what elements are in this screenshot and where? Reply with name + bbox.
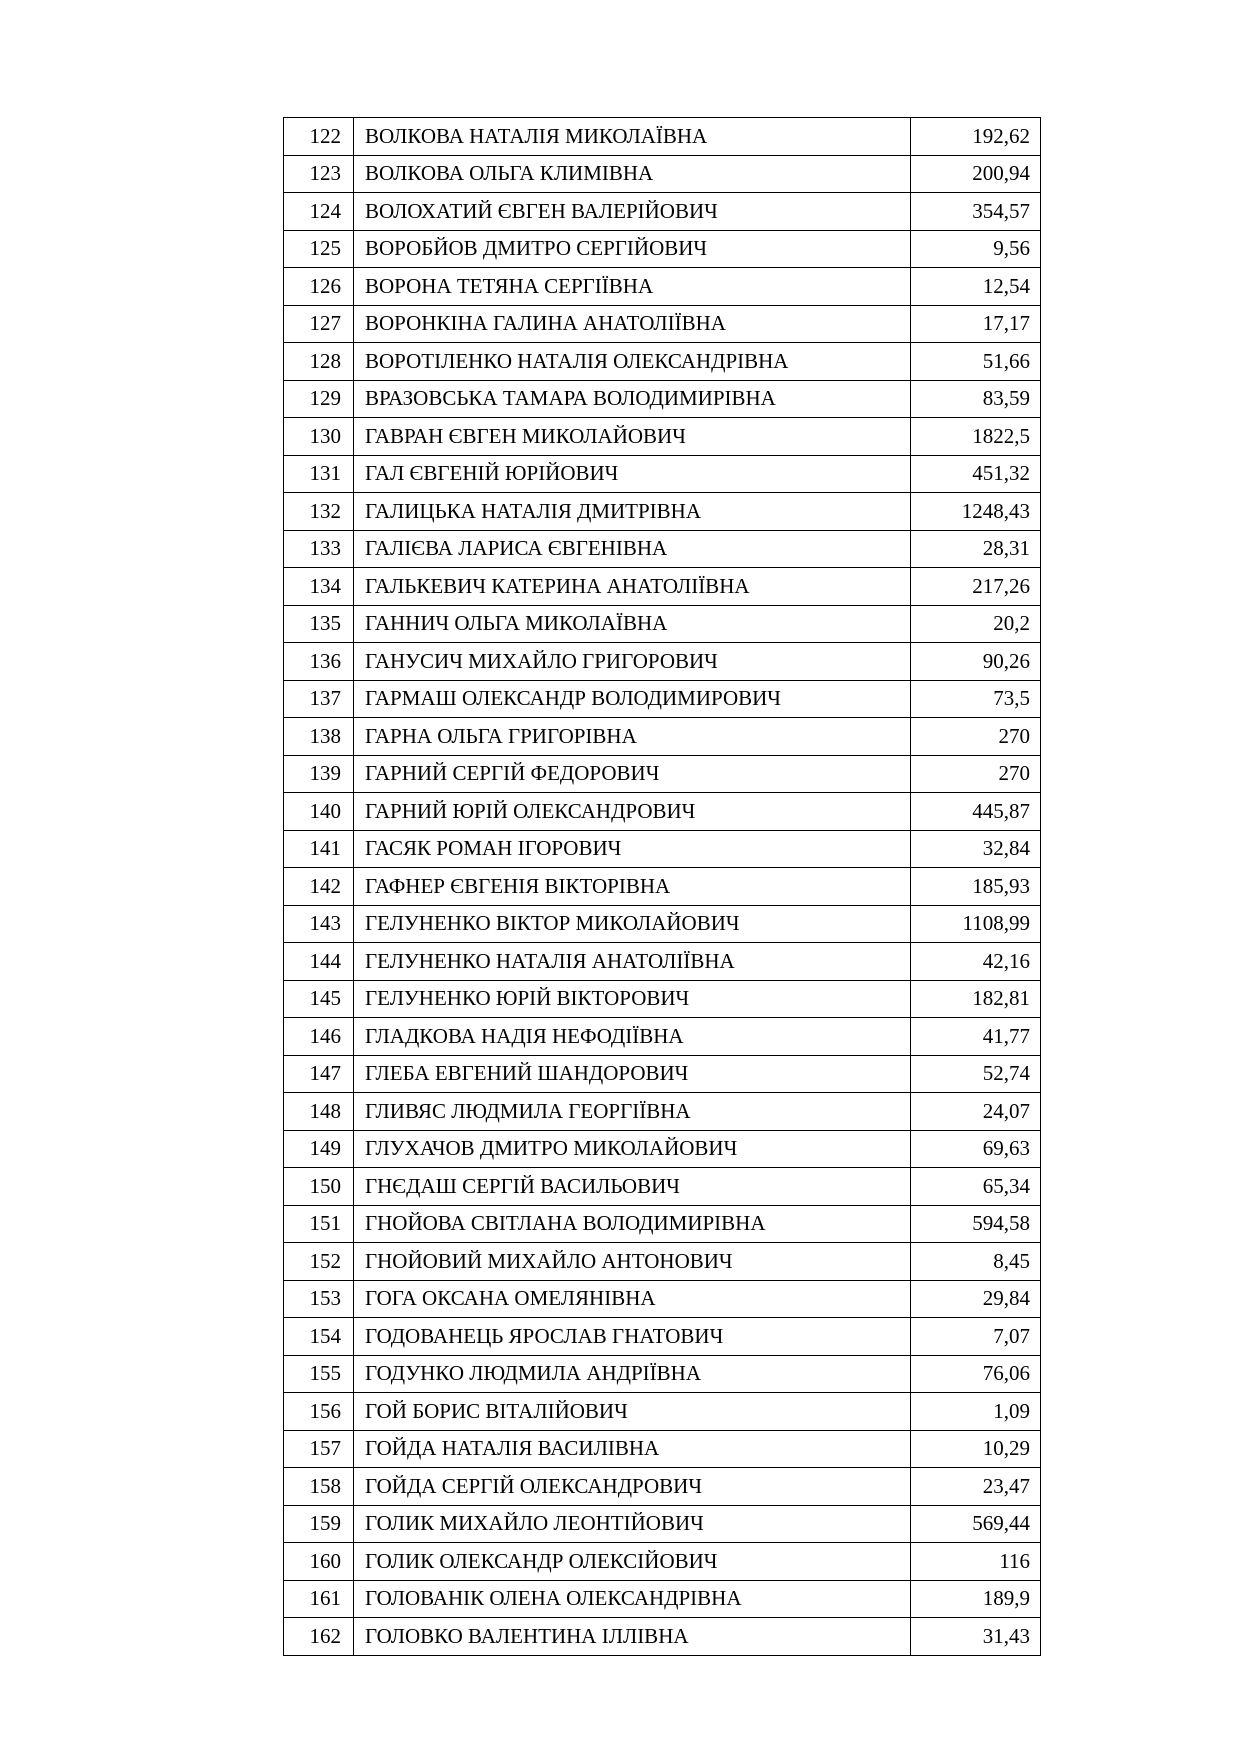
person-name-cell: ВОРОНКІНА ГАЛИНА АНАТОЛІЇВНА [354,305,911,343]
table-row [284,1543,1041,1581]
person-name-cell: ГОЛИК МИХАЙЛО ЛЕОНТІЙОВИЧ [354,1505,911,1543]
table-row [284,455,1041,493]
table-row [284,1168,1041,1206]
person-name-cell: ВОЛКОВА НАТАЛІЯ МИКОЛАЇВНА [354,118,911,156]
person-name-cell: ГОЙДА НАТАЛІЯ ВАСИЛІВНА [354,1430,911,1468]
table-row [284,380,1041,418]
amount-cell: 29,84 [911,1280,1041,1318]
row-number-cell: 158 [284,1468,354,1506]
row-number-cell: 161 [284,1580,354,1618]
person-name-cell: ГАРНИЙ ЮРІЙ ОЛЕКСАНДРОВИЧ [354,793,911,831]
person-name-cell: ВОРОТІЛЕНКО НАТАЛІЯ ОЛЕКСАНДРІВНА [354,343,911,381]
amount-cell: 569,44 [911,1505,1041,1543]
table-row [284,1280,1041,1318]
person-name-cell: ГАННИЧ ОЛЬГА МИКОЛАЇВНА [354,605,911,643]
person-name-cell: ГАЛЬКЕВИЧ КАТЕРИНА АНАТОЛІЇВНА [354,568,911,606]
table-row [284,530,1041,568]
amount-cell: 594,58 [911,1205,1041,1243]
row-number-cell: 153 [284,1280,354,1318]
amount-cell: 270 [911,718,1041,756]
person-name-cell: ГНОЙОВИЙ МИХАЙЛО АНТОНОВИЧ [354,1243,911,1281]
row-number-cell: 146 [284,1018,354,1056]
table-row [284,1130,1041,1168]
row-number-cell: 123 [284,155,354,193]
table-row [284,1355,1041,1393]
table-row [284,1618,1041,1656]
amount-cell: 42,16 [911,943,1041,981]
amount-cell: 9,56 [911,230,1041,268]
person-name-cell: ГОЛИК ОЛЕКСАНДР ОЛЕКСІЙОВИЧ [354,1543,911,1581]
person-name-cell: ГАНУСИЧ МИХАЙЛО ГРИГОРОВИЧ [354,643,911,681]
amount-cell: 73,5 [911,680,1041,718]
row-number-cell: 149 [284,1130,354,1168]
person-name-cell: ГОДОВАНЕЦЬ ЯРОСЛАВ ГНАТОВИЧ [354,1318,911,1356]
amount-cell: 1108,99 [911,905,1041,943]
amount-cell: 185,93 [911,868,1041,906]
person-name-cell: ВОРОНА ТЕТЯНА СЕРГІЇВНА [354,268,911,306]
table-row [284,1318,1041,1356]
amount-cell: 52,74 [911,1055,1041,1093]
table-row [284,230,1041,268]
table-row [284,755,1041,793]
row-number-cell: 162 [284,1618,354,1656]
row-number-cell: 142 [284,868,354,906]
row-number-cell: 131 [284,455,354,493]
person-name-cell: ГЛИВЯС ЛЮДМИЛА ГЕОРГІЇВНА [354,1093,911,1131]
person-name-cell: ГАСЯК РОМАН ІГОРОВИЧ [354,830,911,868]
table-row [284,1580,1041,1618]
row-number-cell: 135 [284,605,354,643]
table-row [284,118,1041,156]
person-name-cell: ВРАЗОВСЬКА ТАМАРА ВОЛОДИМИРІВНА [354,380,911,418]
data-table [283,117,1041,1656]
person-name-cell: ГЛУХАЧОВ ДМИТРО МИКОЛАЙОВИЧ [354,1130,911,1168]
table-row [284,1205,1041,1243]
table-row [284,343,1041,381]
table-row [284,605,1041,643]
row-number-cell: 143 [284,905,354,943]
row-number-cell: 157 [284,1430,354,1468]
table-row [284,1055,1041,1093]
person-name-cell: ГАЛИЦЬКА НАТАЛІЯ ДМИТРІВНА [354,493,911,531]
amount-cell: 20,2 [911,605,1041,643]
table-row [284,643,1041,681]
amount-cell: 116 [911,1543,1041,1581]
row-number-cell: 156 [284,1393,354,1431]
row-number-cell: 127 [284,305,354,343]
amount-cell: 10,29 [911,1430,1041,1468]
row-number-cell: 150 [284,1168,354,1206]
amount-cell: 451,32 [911,455,1041,493]
person-name-cell: ГАРМАШ ОЛЕКСАНДР ВОЛОДИМИРОВИЧ [354,680,911,718]
amount-cell: 24,07 [911,1093,1041,1131]
row-number-cell: 159 [284,1505,354,1543]
row-number-cell: 140 [284,793,354,831]
row-number-cell: 154 [284,1318,354,1356]
person-name-cell: ГАРНИЙ СЕРГІЙ ФЕДОРОВИЧ [354,755,911,793]
amount-cell: 7,07 [911,1318,1041,1356]
table-row [284,268,1041,306]
person-name-cell: ГОГА ОКСАНА ОМЕЛЯНІВНА [354,1280,911,1318]
amount-cell: 200,94 [911,155,1041,193]
table-row [284,830,1041,868]
amount-cell: 354,57 [911,193,1041,231]
amount-cell: 69,63 [911,1130,1041,1168]
person-name-cell: ВОРОБЙОВ ДМИТРО СЕРГІЙОВИЧ [354,230,911,268]
row-number-cell: 129 [284,380,354,418]
amount-cell: 23,47 [911,1468,1041,1506]
person-name-cell: ГАВРАН ЄВГЕН МИКОЛАЙОВИЧ [354,418,911,456]
person-name-cell: ВОЛОХАТИЙ ЄВГЕН ВАЛЕРІЙОВИЧ [354,193,911,231]
table-row [284,718,1041,756]
person-name-cell: ГАЛ ЄВГЕНІЙ ЮРІЙОВИЧ [354,455,911,493]
table-row [284,155,1041,193]
amount-cell: 51,66 [911,343,1041,381]
table-row [284,305,1041,343]
row-number-cell: 132 [284,493,354,531]
row-number-cell: 130 [284,418,354,456]
table-row [284,1468,1041,1506]
person-name-cell: ГОЛОВКО ВАЛЕНТИНА ІЛЛІВНА [354,1618,911,1656]
row-number-cell: 147 [284,1055,354,1093]
row-number-cell: 134 [284,568,354,606]
person-name-cell: ГАРНА ОЛЬГА ГРИГОРІВНА [354,718,911,756]
person-name-cell: ГОЛОВАНІК ОЛЕНА ОЛЕКСАНДРІВНА [354,1580,911,1618]
amount-cell: 32,84 [911,830,1041,868]
table-row [284,493,1041,531]
amount-cell: 189,9 [911,1580,1041,1618]
person-name-cell: ГЕЛУНЕНКО ВІКТОР МИКОЛАЙОВИЧ [354,905,911,943]
row-number-cell: 144 [284,943,354,981]
amount-cell: 41,77 [911,1018,1041,1056]
row-number-cell: 125 [284,230,354,268]
person-name-cell: ГНОЙОВА СВІТЛАНА ВОЛОДИМИРІВНА [354,1205,911,1243]
amount-cell: 17,17 [911,305,1041,343]
row-number-cell: 124 [284,193,354,231]
person-name-cell: ГНЄДАШ СЕРГІЙ ВАСИЛЬОВИЧ [354,1168,911,1206]
row-number-cell: 137 [284,680,354,718]
person-name-cell: ГЕЛУНЕНКО НАТАЛІЯ АНАТОЛІЇВНА [354,943,911,981]
row-number-cell: 148 [284,1093,354,1131]
table-row [284,680,1041,718]
table-row [284,905,1041,943]
row-number-cell: 160 [284,1543,354,1581]
amount-cell: 65,34 [911,1168,1041,1206]
table-row [284,568,1041,606]
table-row [284,1505,1041,1543]
table-row [284,980,1041,1018]
person-name-cell: ГЛЕБА ЕВГЕНИЙ ШАНДОРОВИЧ [354,1055,911,1093]
table-row [284,943,1041,981]
amount-cell: 12,54 [911,268,1041,306]
table-row [284,868,1041,906]
person-name-cell: ГОЙ БОРИС ВІТАЛІЙОВИЧ [354,1393,911,1431]
table-row [284,193,1041,231]
amount-cell: 90,26 [911,643,1041,681]
person-name-cell: ГАФНЕР ЄВГЕНІЯ ВІКТОРІВНА [354,868,911,906]
amount-cell: 182,81 [911,980,1041,1018]
person-name-cell: ГЕЛУНЕНКО ЮРІЙ ВІКТОРОВИЧ [354,980,911,1018]
row-number-cell: 136 [284,643,354,681]
person-name-cell: ГЛАДКОВА НАДІЯ НЕФОДІЇВНА [354,1018,911,1056]
table-row [284,418,1041,456]
amount-cell: 31,43 [911,1618,1041,1656]
amount-cell: 83,59 [911,380,1041,418]
amount-cell: 76,06 [911,1355,1041,1393]
table-row [284,1393,1041,1431]
row-number-cell: 155 [284,1355,354,1393]
row-number-cell: 139 [284,755,354,793]
table-body [284,118,1041,1656]
row-number-cell: 141 [284,830,354,868]
amount-cell: 270 [911,755,1041,793]
row-number-cell: 122 [284,118,354,156]
person-name-cell: ГОДУНКО ЛЮДМИЛА АНДРІЇВНА [354,1355,911,1393]
row-number-cell: 145 [284,980,354,1018]
amount-cell: 217,26 [911,568,1041,606]
row-number-cell: 126 [284,268,354,306]
row-number-cell: 138 [284,718,354,756]
table-row [284,1243,1041,1281]
table-row [284,793,1041,831]
amount-cell: 192,62 [911,118,1041,156]
row-number-cell: 133 [284,530,354,568]
row-number-cell: 151 [284,1205,354,1243]
person-name-cell: ГАЛІЄВА ЛАРИСА ЄВГЕНІВНА [354,530,911,568]
amount-cell: 1248,43 [911,493,1041,531]
amount-cell: 445,87 [911,793,1041,831]
table-row [284,1018,1041,1056]
amount-cell: 28,31 [911,530,1041,568]
table-row [284,1093,1041,1131]
amount-cell: 8,45 [911,1243,1041,1281]
person-name-cell: ГОЙДА СЕРГІЙ ОЛЕКСАНДРОВИЧ [354,1468,911,1506]
table-row [284,1430,1041,1468]
person-name-cell: ВОЛКОВА ОЛЬГА КЛИМІВНА [354,155,911,193]
row-number-cell: 152 [284,1243,354,1281]
row-number-cell: 128 [284,343,354,381]
amount-cell: 1,09 [911,1393,1041,1431]
amount-cell: 1822,5 [911,418,1041,456]
